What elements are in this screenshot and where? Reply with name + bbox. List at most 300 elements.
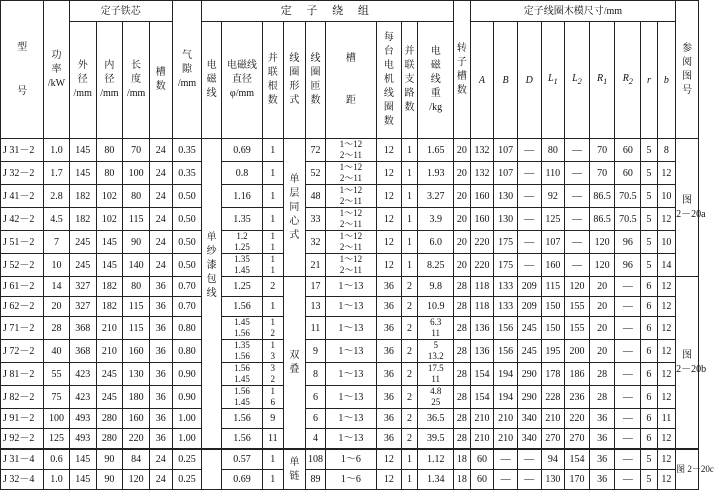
- cell-model: J 82－2: [1, 386, 44, 409]
- col-header-winding-form: 线 圈 形 式: [283, 22, 306, 139]
- cell-wire-weight: 5 13.2: [418, 340, 454, 363]
- cell-R1: 36: [589, 409, 615, 429]
- cell-inner-dia: 280: [96, 409, 123, 429]
- col-header-L1: $L_1$: [541, 22, 565, 139]
- cell-inner-dia: 102: [96, 185, 123, 208]
- col-header-wire: 电 磁 线: [202, 22, 222, 139]
- cell-coil-turns: 6: [306, 409, 326, 429]
- cell-winding-form-chain: 单 链: [283, 449, 306, 490]
- cell-slots: 36: [150, 277, 173, 297]
- cell-L1: 130: [541, 470, 565, 490]
- cell-b: 12: [657, 340, 676, 363]
- cell-L1: 115: [541, 277, 565, 297]
- cell-air-gap: 0.70: [172, 297, 202, 317]
- cell-length: 70: [123, 139, 150, 162]
- cell-D: —: [517, 162, 541, 185]
- cell-L1: 178: [541, 363, 565, 386]
- cell-inner-dia: 90: [96, 470, 123, 490]
- cell-parallel-strands: 9: [263, 409, 284, 429]
- cell-coils-per-motor: 36: [377, 429, 402, 450]
- cell-B: 133: [494, 277, 518, 297]
- cell-coils-per-motor: 36: [377, 363, 402, 386]
- cell-wire-dia: 0.69: [221, 470, 262, 490]
- cell-air-gap: 0.35: [172, 162, 202, 185]
- cell-coils-per-motor: 36: [377, 386, 402, 409]
- table-row: [1, 363, 699, 386]
- cell-A: 60: [470, 449, 494, 470]
- col-header-coil-turns: 线 圈 匝 数: [306, 22, 326, 139]
- cell-slots: 36: [150, 340, 173, 363]
- cell-R2: —: [615, 340, 641, 363]
- cell-coils-per-motor: 36: [377, 317, 402, 340]
- cell-wire-dia: 1.56: [221, 297, 262, 317]
- cell-length: 90: [123, 231, 150, 254]
- cell-coils-per-motor: 12: [377, 208, 402, 231]
- cell-air-gap: 0.50: [172, 231, 202, 254]
- cell-coil-turns: 52: [306, 162, 326, 185]
- cell-L2: 236: [565, 386, 590, 409]
- cell-length: 160: [123, 409, 150, 429]
- cell-R2: 60: [615, 139, 641, 162]
- cell-wire-dia: 1.16: [221, 185, 262, 208]
- cell-coil-turns: 89: [306, 470, 326, 490]
- cell-D: 290: [517, 386, 541, 409]
- cell-air-gap: 0.25: [172, 449, 202, 470]
- cell-B: 194: [494, 363, 518, 386]
- cell-model: J 92－2: [1, 429, 44, 450]
- table-row: [1, 409, 699, 429]
- cell-R1: 36: [589, 470, 615, 490]
- cell-parallel-strands: 1: [263, 208, 284, 231]
- cell-rotor-slots: 28: [454, 429, 470, 450]
- table-row: [1, 449, 699, 470]
- cell-length: 84: [123, 449, 150, 470]
- cell-parallel-strands: 1 6: [263, 386, 284, 409]
- cell-power: 1.0: [44, 470, 70, 490]
- cell-L2: —: [565, 185, 590, 208]
- cell-rotor-slots: 28: [454, 277, 470, 297]
- cell-b: 12: [657, 162, 676, 185]
- col-header-R2: $R_2$: [615, 22, 641, 139]
- col-header-slot-pitch: 槽 距: [325, 22, 376, 139]
- cell-A: 160: [470, 185, 494, 208]
- cell-coils-per-motor: 36: [377, 409, 402, 429]
- cell-model: J 81－2: [1, 363, 44, 386]
- cell-parallel-paths: 1: [401, 162, 417, 185]
- cell-B: 133: [494, 297, 518, 317]
- cell-r: 6: [641, 297, 657, 317]
- cell-power: 10: [44, 254, 70, 277]
- cell-A: 210: [470, 429, 494, 450]
- cell-r: 6: [641, 277, 657, 297]
- cell-wire-weight: 1.93: [418, 162, 454, 185]
- cell-slot-pitch: 1～13: [325, 363, 376, 386]
- cell-air-gap: 0.70: [172, 277, 202, 297]
- table-row: [1, 185, 699, 208]
- col-header-parallel-strands: 并 联 根 数: [263, 22, 284, 139]
- cell-length: 100: [123, 162, 150, 185]
- cell-A: 154: [470, 386, 494, 409]
- cell-wire-dia: 0.57: [221, 449, 262, 470]
- cell-length: 130: [123, 363, 150, 386]
- cell-air-gap: 1.00: [172, 429, 202, 450]
- cell-power: 75: [44, 386, 70, 409]
- cell-slot-pitch: 1～12 2～11: [325, 139, 376, 162]
- cell-A: 118: [470, 277, 494, 297]
- cell-parallel-paths: 2: [401, 297, 417, 317]
- cell-slots: 36: [150, 363, 173, 386]
- cell-A: 132: [470, 139, 494, 162]
- cell-wire-dia: 1.45 1.56: [221, 317, 262, 340]
- cell-parallel-strands: 11: [263, 429, 284, 450]
- cell-r: 5: [641, 185, 657, 208]
- cell-rotor-slots: 28: [454, 317, 470, 340]
- cell-L2: 155: [565, 317, 590, 340]
- cell-R1: 36: [589, 449, 615, 470]
- cell-parallel-paths: 1: [401, 208, 417, 231]
- col-header-L2: $L_2$: [565, 22, 590, 139]
- cell-coil-turns: 6: [306, 386, 326, 409]
- cell-rotor-slots: 28: [454, 297, 470, 317]
- cell-coil-turns: 33: [306, 208, 326, 231]
- cell-parallel-strands: 2: [263, 277, 284, 297]
- cell-D: 290: [517, 363, 541, 386]
- cell-A: 220: [470, 254, 494, 277]
- cell-wire-dia: 1.35 1.56: [221, 340, 262, 363]
- cell-wire-weight: 1.65: [418, 139, 454, 162]
- cell-L1: 210: [541, 409, 565, 429]
- cell-rotor-slots: 20: [454, 139, 470, 162]
- cell-power: 55: [44, 363, 70, 386]
- cell-R2: —: [615, 409, 641, 429]
- cell-inner-dia: 210: [96, 340, 123, 363]
- cell-b: 12: [657, 208, 676, 231]
- cell-B: 130: [494, 208, 518, 231]
- cell-rotor-slots: 20: [454, 254, 470, 277]
- cell-r: 5: [641, 254, 657, 277]
- cell-b: 10: [657, 185, 676, 208]
- cell-slots: 24: [150, 162, 173, 185]
- table-row: [1, 231, 699, 254]
- cell-parallel-paths: 1: [401, 449, 417, 470]
- group-header-stator-winding: 定 子 绕 组: [202, 1, 454, 22]
- cell-A: 60: [470, 470, 494, 490]
- cell-L1: 150: [541, 317, 565, 340]
- cell-L2: —: [565, 231, 590, 254]
- cell-R2: —: [615, 429, 641, 450]
- cell-parallel-paths: 2: [401, 386, 417, 409]
- cell-D: 245: [517, 340, 541, 363]
- cell-ref-fig-a: 图 2－20a: [676, 139, 699, 277]
- cell-R2: 70.5: [615, 185, 641, 208]
- cell-model: J 41－2: [1, 185, 44, 208]
- cell-outer-dia: 245: [69, 254, 96, 277]
- cell-D: —: [517, 254, 541, 277]
- cell-L2: 220: [565, 409, 590, 429]
- cell-coils-per-motor: 12: [377, 231, 402, 254]
- cell-outer-dia: 145: [69, 449, 96, 470]
- cell-air-gap: 0.50: [172, 208, 202, 231]
- cell-R1: 20: [589, 340, 615, 363]
- cell-B: 210: [494, 429, 518, 450]
- cell-wire-dia: 1.56: [221, 409, 262, 429]
- cell-power: 40: [44, 340, 70, 363]
- cell-power: 7: [44, 231, 70, 254]
- cell-air-gap: 0.50: [172, 254, 202, 277]
- cell-L1: 150: [541, 297, 565, 317]
- cell-coil-turns: 72: [306, 139, 326, 162]
- cell-wire-weight: 1.12: [418, 449, 454, 470]
- cell-slots: 24: [150, 449, 173, 470]
- cell-R2: —: [615, 317, 641, 340]
- cell-model: J 61－2: [1, 277, 44, 297]
- cell-wire-blank: [202, 449, 222, 490]
- cell-inner-dia: 245: [96, 386, 123, 409]
- cell-length: 80: [123, 185, 150, 208]
- cell-wire-weight: 9.8: [418, 277, 454, 297]
- cell-b: 8: [657, 139, 676, 162]
- cell-model: J 31－2: [1, 139, 44, 162]
- cell-rotor-slots: 28: [454, 386, 470, 409]
- cell-L1: 94: [541, 449, 565, 470]
- cell-parallel-paths: 1: [401, 470, 417, 490]
- cell-slots: 36: [150, 297, 173, 317]
- cell-air-gap: 1.00: [172, 409, 202, 429]
- cell-B: 107: [494, 139, 518, 162]
- cell-R1: 70: [589, 162, 615, 185]
- cell-length: 180: [123, 386, 150, 409]
- cell-slots: 24: [150, 231, 173, 254]
- cell-inner-dia: 182: [96, 277, 123, 297]
- cell-rotor-slots: 20: [454, 208, 470, 231]
- cell-length: 115: [123, 297, 150, 317]
- col-header-wire-weight: 电 磁 线 重 /kg: [418, 22, 454, 139]
- cell-parallel-paths: 2: [401, 363, 417, 386]
- cell-R2: 60: [615, 162, 641, 185]
- cell-coil-turns: 13: [306, 297, 326, 317]
- cell-rotor-slots: 20: [454, 162, 470, 185]
- cell-L2: 200: [565, 340, 590, 363]
- cell-slot-pitch: 1～13: [325, 429, 376, 450]
- group-header-coil-mold: 定子线圈木模尺寸/mm: [470, 1, 676, 22]
- cell-inner-dia: 182: [96, 297, 123, 317]
- cell-R1: 36: [589, 429, 615, 450]
- col-header-A: A: [470, 22, 494, 139]
- table-row: [1, 317, 699, 340]
- cell-R1: 86.5: [589, 185, 615, 208]
- cell-r: 5: [641, 231, 657, 254]
- cell-model: J 72－2: [1, 340, 44, 363]
- cell-length: 140: [123, 254, 150, 277]
- cell-D: —: [517, 208, 541, 231]
- cell-L1: 110: [541, 162, 565, 185]
- cell-b: 12: [657, 363, 676, 386]
- cell-R2: —: [615, 297, 641, 317]
- cell-r: 5: [641, 449, 657, 470]
- cell-slots: 36: [150, 317, 173, 340]
- cell-air-gap: 0.90: [172, 363, 202, 386]
- cell-b: 14: [657, 254, 676, 277]
- cell-model: J 62－2: [1, 297, 44, 317]
- cell-wire-dia: 1.56 1.45: [221, 386, 262, 409]
- cell-B: 194: [494, 386, 518, 409]
- cell-outer-dia: 145: [69, 162, 96, 185]
- cell-slot-pitch: 1～13: [325, 297, 376, 317]
- cell-inner-dia: 102: [96, 208, 123, 231]
- cell-slot-pitch: 1～12 2～11: [325, 162, 376, 185]
- cell-A: 132: [470, 162, 494, 185]
- table-row: [1, 386, 699, 409]
- cell-L1: 125: [541, 208, 565, 231]
- cell-parallel-paths: 2: [401, 409, 417, 429]
- cell-model: J 51－2: [1, 231, 44, 254]
- cell-air-gap: 0.80: [172, 317, 202, 340]
- cell-D: —: [517, 231, 541, 254]
- cell-coil-turns: 21: [306, 254, 326, 277]
- cell-r: 6: [641, 340, 657, 363]
- cell-A: 220: [470, 231, 494, 254]
- cell-parallel-strands: 1 2: [263, 317, 284, 340]
- cell-D: 245: [517, 317, 541, 340]
- table-row: [1, 162, 699, 185]
- cell-D: 209: [517, 277, 541, 297]
- cell-B: 130: [494, 185, 518, 208]
- col-header-air-gap: 气 隙 /mm: [172, 1, 202, 139]
- cell-b: 12: [657, 470, 676, 490]
- col-header-outer-dia: 外 径 /mm: [69, 22, 96, 139]
- cell-r: 6: [641, 386, 657, 409]
- cell-D: —: [517, 185, 541, 208]
- table-row: [1, 340, 699, 363]
- cell-model: J 42－2: [1, 208, 44, 231]
- cell-power: 100: [44, 409, 70, 429]
- cell-power: 28: [44, 317, 70, 340]
- cell-model: J 31－4: [1, 449, 44, 470]
- cell-inner-dia: 280: [96, 429, 123, 450]
- cell-R1: 120: [589, 231, 615, 254]
- col-header-length: 长 度 /mm: [123, 22, 150, 139]
- cell-parallel-paths: 1: [401, 185, 417, 208]
- cell-R1: 28: [589, 363, 615, 386]
- cell-A: 118: [470, 297, 494, 317]
- cell-R1: 20: [589, 317, 615, 340]
- table-row: [1, 297, 699, 317]
- cell-outer-dia: 182: [69, 185, 96, 208]
- cell-L2: —: [565, 162, 590, 185]
- col-header-parallel-paths: 并 联 支 路 数: [401, 22, 417, 139]
- cell-power: 4.5: [44, 208, 70, 231]
- cell-coils-per-motor: 12: [377, 185, 402, 208]
- cell-rotor-slots: 28: [454, 363, 470, 386]
- cell-R2: 96: [615, 254, 641, 277]
- cell-length: 120: [123, 470, 150, 490]
- cell-parallel-strands: 1: [263, 139, 284, 162]
- cell-slot-pitch: 1～6: [325, 470, 376, 490]
- cell-r: 6: [641, 409, 657, 429]
- cell-wire-dia: 1.56 1.45: [221, 363, 262, 386]
- cell-parallel-strands: 1 1: [263, 231, 284, 254]
- cell-coils-per-motor: 36: [377, 340, 402, 363]
- cell-slots: 24: [150, 254, 173, 277]
- cell-wire-weight: 8.25: [418, 254, 454, 277]
- cell-power: 20: [44, 297, 70, 317]
- cell-L1: 228: [541, 386, 565, 409]
- cell-B: —: [494, 470, 518, 490]
- cell-air-gap: 0.90: [172, 386, 202, 409]
- cell-b: 12: [657, 277, 676, 297]
- cell-power: 1.0: [44, 139, 70, 162]
- cell-R2: —: [615, 277, 641, 297]
- cell-coils-per-motor: 12: [377, 254, 402, 277]
- col-header-B: B: [494, 22, 518, 139]
- cell-wire-dia: 0.69: [221, 139, 262, 162]
- cell-D: —: [517, 449, 541, 470]
- cell-b: 12: [657, 317, 676, 340]
- table-body: [1, 139, 714, 490]
- cell-coils-per-motor: 36: [377, 297, 402, 317]
- cell-slots: 36: [150, 386, 173, 409]
- cell-length: 160: [123, 340, 150, 363]
- cell-coil-turns: 17: [306, 277, 326, 297]
- cell-rotor-slots: 18: [454, 449, 470, 470]
- cell-L1: 80: [541, 139, 565, 162]
- cell-A: 136: [470, 317, 494, 340]
- cell-A: 154: [470, 363, 494, 386]
- col-header-coils-per-motor: 每 台 电 机 线 圈 数: [377, 22, 402, 139]
- cell-parallel-paths: 1: [401, 231, 417, 254]
- cell-parallel-strands: 1: [263, 185, 284, 208]
- cell-slots: 36: [150, 429, 173, 450]
- cell-slot-pitch: 1～12 2～11: [325, 185, 376, 208]
- cell-model: J 71－2: [1, 317, 44, 340]
- cell-A: 160: [470, 208, 494, 231]
- cell-parallel-paths: 1: [401, 254, 417, 277]
- cell-L1: 107: [541, 231, 565, 254]
- cell-R2: —: [615, 470, 641, 490]
- cell-B: —: [494, 449, 518, 470]
- cell-coil-turns: 108: [306, 449, 326, 470]
- col-header-ref-fig: 参 阅 图 号: [676, 1, 699, 139]
- cell-D: 209: [517, 297, 541, 317]
- col-header-inner-dia: 内 径 /mm: [96, 22, 123, 139]
- cell-coil-turns: 9: [306, 340, 326, 363]
- cell-slot-pitch: 1～13: [325, 386, 376, 409]
- cell-L1: 160: [541, 254, 565, 277]
- cell-wire-weight: 6.0: [418, 231, 454, 254]
- cell-slot-pitch: 1～12 2～11: [325, 231, 376, 254]
- cell-parallel-paths: 2: [401, 429, 417, 450]
- cell-power: 1.7: [44, 162, 70, 185]
- cell-R2: 70.5: [615, 208, 641, 231]
- cell-L2: 270: [565, 429, 590, 450]
- cell-power: 125: [44, 429, 70, 450]
- cell-wire-dia: 1.35 1.45: [221, 254, 262, 277]
- cell-parallel-strands: 1 3: [263, 340, 284, 363]
- table-row: [1, 470, 699, 490]
- cell-parallel-strands: 1: [263, 470, 284, 490]
- cell-L2: 186: [565, 363, 590, 386]
- cell-outer-dia: 368: [69, 340, 96, 363]
- cell-slots: 24: [150, 208, 173, 231]
- cell-L2: 155: [565, 297, 590, 317]
- cell-air-gap: 0.25: [172, 470, 202, 490]
- col-header-R1: $R_1$: [589, 22, 615, 139]
- cell-outer-dia: 145: [69, 470, 96, 490]
- cell-L1: 195: [541, 340, 565, 363]
- cell-wire-weight: 36.5: [418, 409, 454, 429]
- cell-parallel-strands: 1 1: [263, 254, 284, 277]
- cell-parallel-strands: 1: [263, 297, 284, 317]
